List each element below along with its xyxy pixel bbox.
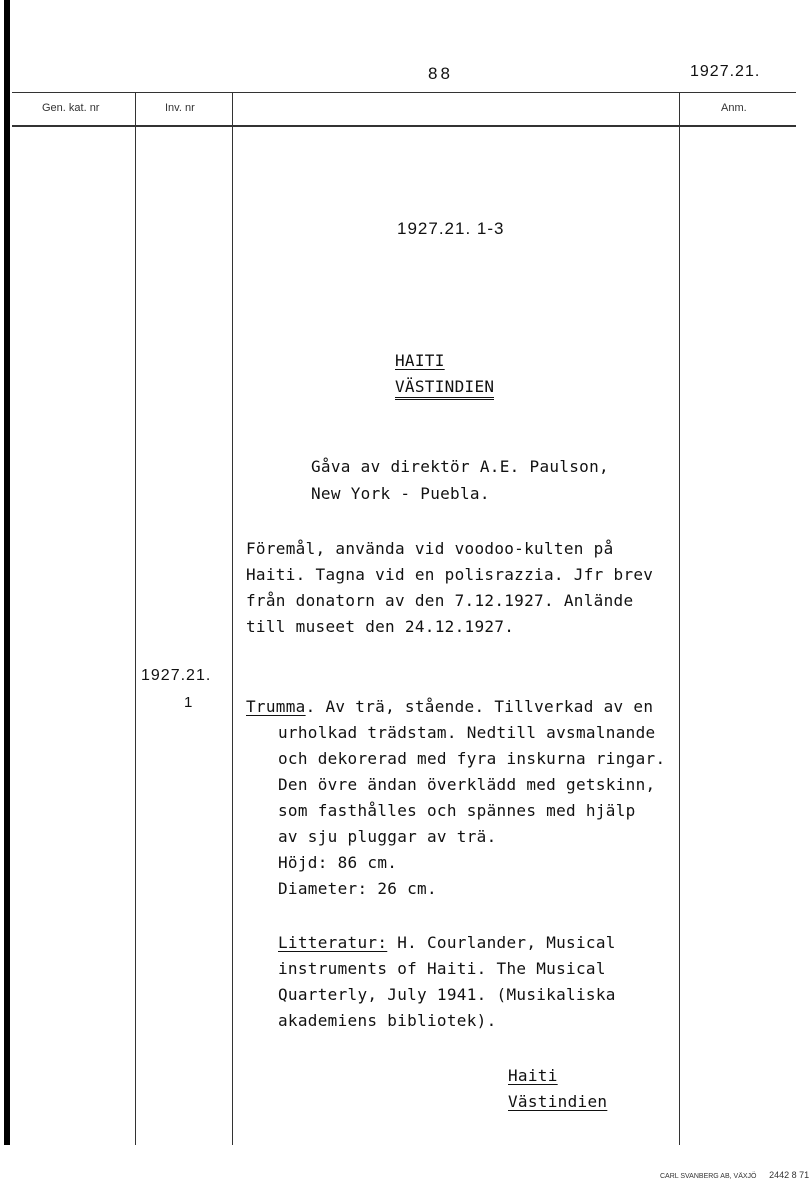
place-haiti: HAITI bbox=[395, 351, 445, 370]
item-line-2: urholkad trädstam. Nedtill avsmalnande bbox=[278, 723, 656, 742]
gift-line-1: Gåva av direktör A.E. Paulson, bbox=[311, 457, 609, 476]
literature-line-4: akademiens bibliotek). bbox=[278, 1011, 497, 1030]
item-line-5: som fasthålles och spännes med hjälp bbox=[278, 801, 636, 820]
description-line-1: Föremål, använda vid voodoo-kulten på bbox=[246, 539, 614, 558]
form-code: 2442 8 71 bbox=[769, 1170, 809, 1180]
column-header-gen-kat: Gen. kat. nr bbox=[42, 102, 100, 114]
place-vastindien: VÄSTINDIEN bbox=[395, 377, 494, 400]
item-line-4: Den övre ändan överklädd med getskinn, bbox=[278, 775, 656, 794]
column-divider-gen bbox=[135, 92, 136, 1145]
literature-label: Litteratur: bbox=[278, 933, 388, 952]
item-name: Trumma bbox=[246, 697, 306, 716]
gift-line-2: New York - Puebla. bbox=[311, 484, 490, 503]
item-inv-number: 1927.21. bbox=[141, 667, 212, 684]
item-line-3: och dekorerad med fyra inskurna ringar. bbox=[278, 749, 666, 768]
item-place-2 bbox=[508, 1092, 607, 1111]
column-divider-anm bbox=[679, 92, 680, 1145]
column-header-anm: Anm. bbox=[721, 102, 747, 114]
printer-name: CARL SVANBERG AB, VÄXJÖ bbox=[660, 1173, 757, 1180]
literature-line-1-rest: H. Courlander, Musical bbox=[387, 933, 616, 952]
description-line-3: från donatorn av den 7.12.1927. Anlände bbox=[246, 591, 634, 610]
page-number: 88 bbox=[428, 64, 453, 83]
item-line-1 bbox=[246, 697, 653, 716]
item-sub-number: 1 bbox=[184, 694, 193, 711]
literature-line-3: Quarterly, July 1941. (Musikaliska bbox=[278, 985, 616, 1004]
item-place-vastindien: Västindien bbox=[508, 1092, 608, 1111]
description-line-4: till museet den 24.12.1927. bbox=[246, 617, 515, 636]
column-header-inv: Inv. nr bbox=[165, 102, 195, 114]
literature-line-1 bbox=[278, 933, 616, 952]
column-divider-inv bbox=[232, 92, 233, 1145]
catalog-number: 1927.21. bbox=[690, 63, 761, 80]
item-line-6: av sju pluggar av trä. bbox=[278, 827, 497, 846]
place-heading-2 bbox=[395, 377, 494, 396]
item-line-1-rest: . Av trä, stående. Tillverkad av en bbox=[305, 697, 654, 716]
item-diameter: Diameter: 26 cm. bbox=[278, 879, 437, 898]
literature-line-2: instruments of Haiti. The Musical bbox=[278, 959, 606, 978]
place-heading-1 bbox=[395, 351, 445, 370]
printer-imprint bbox=[660, 1163, 809, 1182]
item-place-haiti: Haiti bbox=[508, 1066, 558, 1085]
item-place-1 bbox=[508, 1066, 558, 1085]
description-line-2: Haiti. Tagna vid en polisrazzia. Jfr brev bbox=[246, 565, 654, 584]
item-height: Höjd: 86 cm. bbox=[278, 853, 398, 872]
collection-number: 1927.21. 1-3 bbox=[397, 219, 505, 238]
binding-edge bbox=[4, 0, 10, 1145]
